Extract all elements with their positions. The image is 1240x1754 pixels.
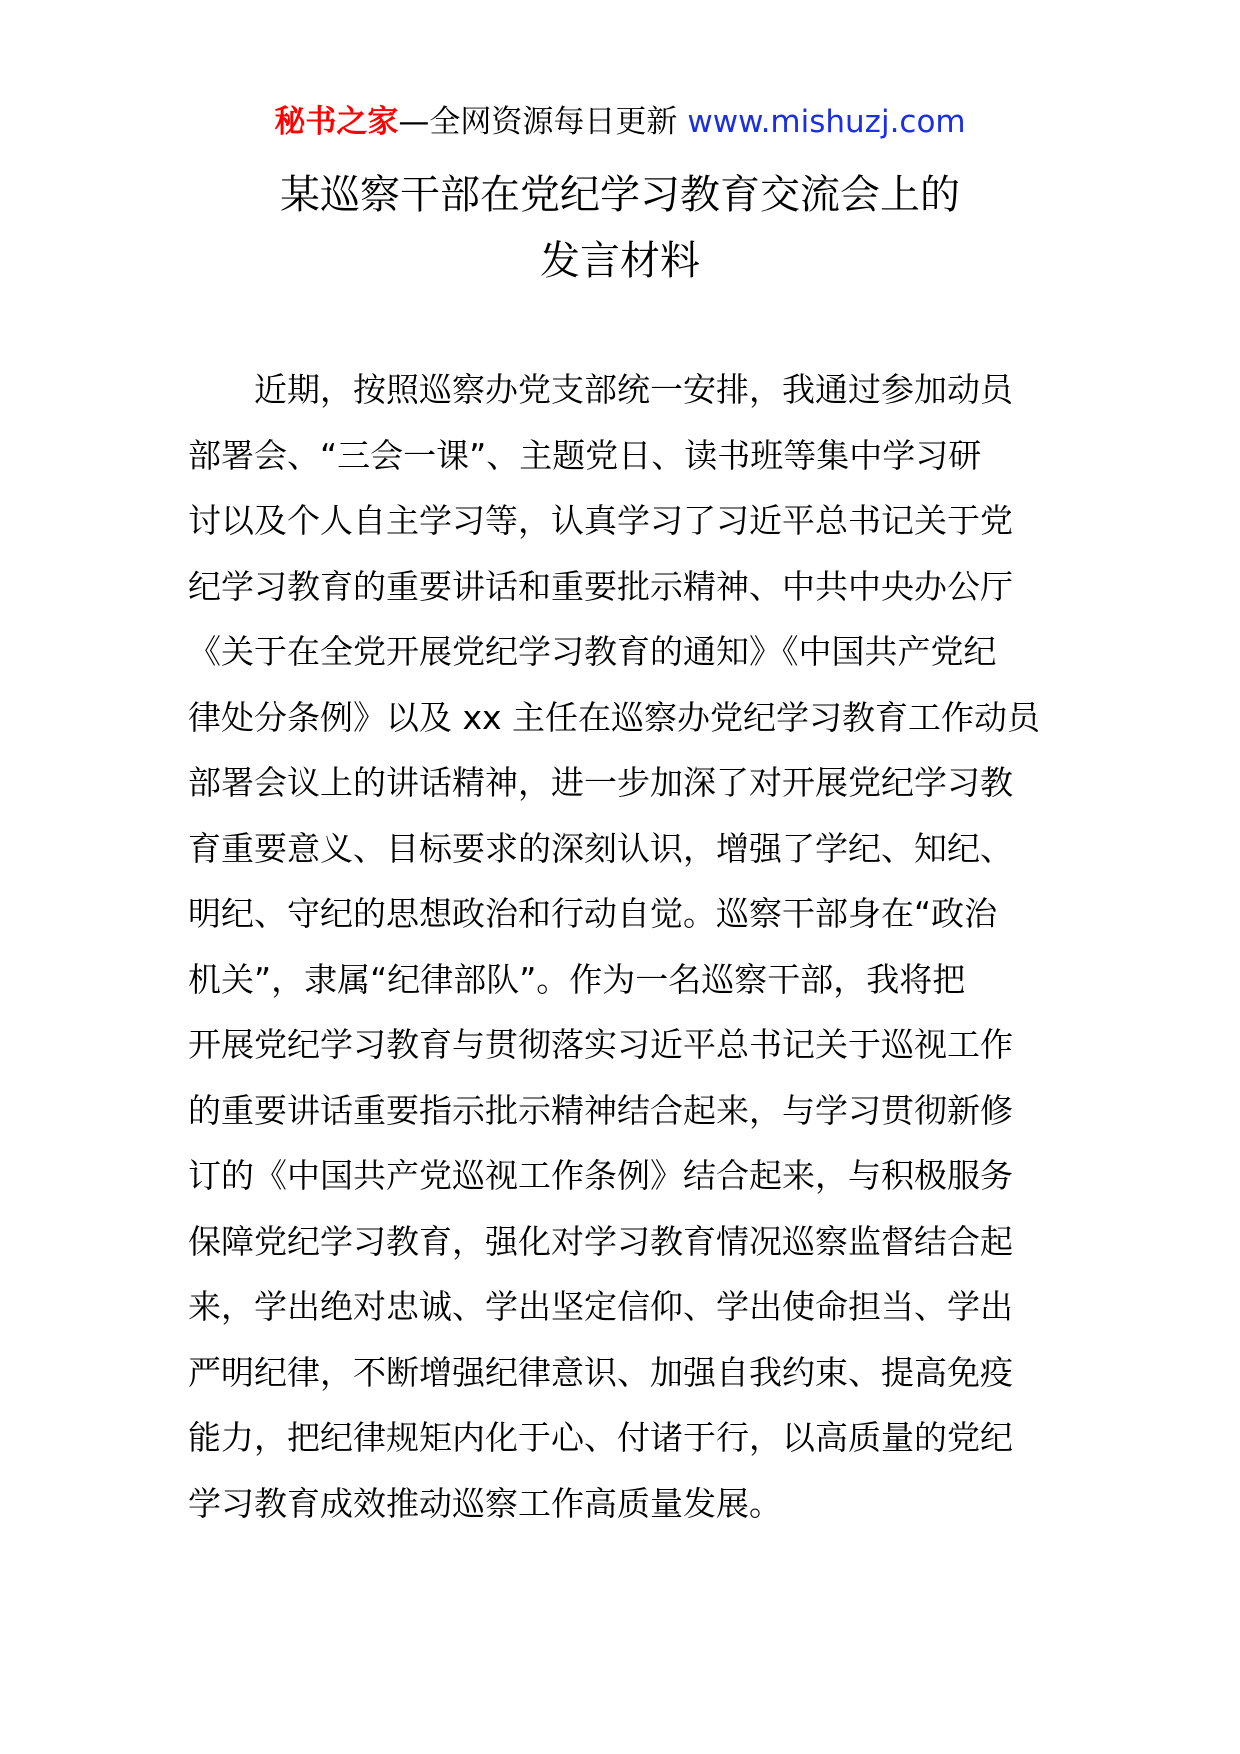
site-url-link[interactable]: www.mishuzj.com: [687, 104, 966, 140]
body-line: 开展党纪学习教育与贯彻落实习近平总书记关于巡视工作: [188, 1025, 1013, 1064]
body-line: 来，学出绝对忠诚、学出坚定信仰、学出使命担当、学出: [188, 1287, 1013, 1326]
body-line: 严明纪律，不断增强纪律意识、加强自我约束、提高免疫: [188, 1352, 1013, 1392]
banner-tagline: —全网资源每日更新: [398, 104, 678, 140]
brand-name: 秘书之家: [274, 104, 399, 140]
body-line: 纪学习教育的重要讲话和重要批示精神、中共中央办公厅: [188, 566, 1013, 606]
body-line: 保障党纪学习教育，强化对学习教育情况巡察监督结合起: [188, 1221, 1013, 1261]
body-line: 育重要意义、目标要求的深刻认识，增强了学纪、知纪、: [188, 828, 1013, 868]
body-line: 律处分条例》以及 xx 主任在巡察办党纪学习教育工作动员: [188, 697, 1041, 737]
body-line: 部署会、“三会一课”、主题党日、读书班等集中学习研: [188, 435, 982, 475]
body-line: 学习教育成效推动巡察工作高质量发展。: [188, 1483, 782, 1523]
body-line: 的重要讲话重要指示批示精神结合起来，与学习贯彻新修: [188, 1090, 1013, 1130]
body-paragraph: [188, 357, 1041, 1536]
site-banner: [0, 100, 1240, 144]
body-line: 讨以及个人自主学习等，认真学习了习近平总书记关于党: [188, 501, 1013, 540]
document-title: [0, 162, 1240, 294]
body-line: 能力，把纪律规矩内化于心、付诸于行，以高质量的党纪: [188, 1418, 1013, 1457]
body-line: 明纪、守纪的思想政治和行动自觉。巡察干部身在“政治: [188, 894, 998, 933]
body-line: 部署会议上的讲话精神，进一步加深了对开展党纪学习教: [188, 763, 1013, 802]
title-line-2: 发言材料: [540, 238, 700, 284]
body-line: 近期，按照巡察办党支部统一安排，我通过参加动员: [254, 370, 1013, 409]
body-line: 机关”，隶属“纪律部队”。作为一名巡察干部，我将把: [188, 959, 966, 999]
body-line: 订的《中国共产党巡视工作条例》结合起来，与积极服务: [188, 1156, 1013, 1195]
title-line-1: 某巡察干部在党纪学习教育交流会上的: [280, 172, 960, 218]
body-line: 《关于在全党开展党纪学习教育的通知》《中国共产党纪: [188, 632, 997, 671]
